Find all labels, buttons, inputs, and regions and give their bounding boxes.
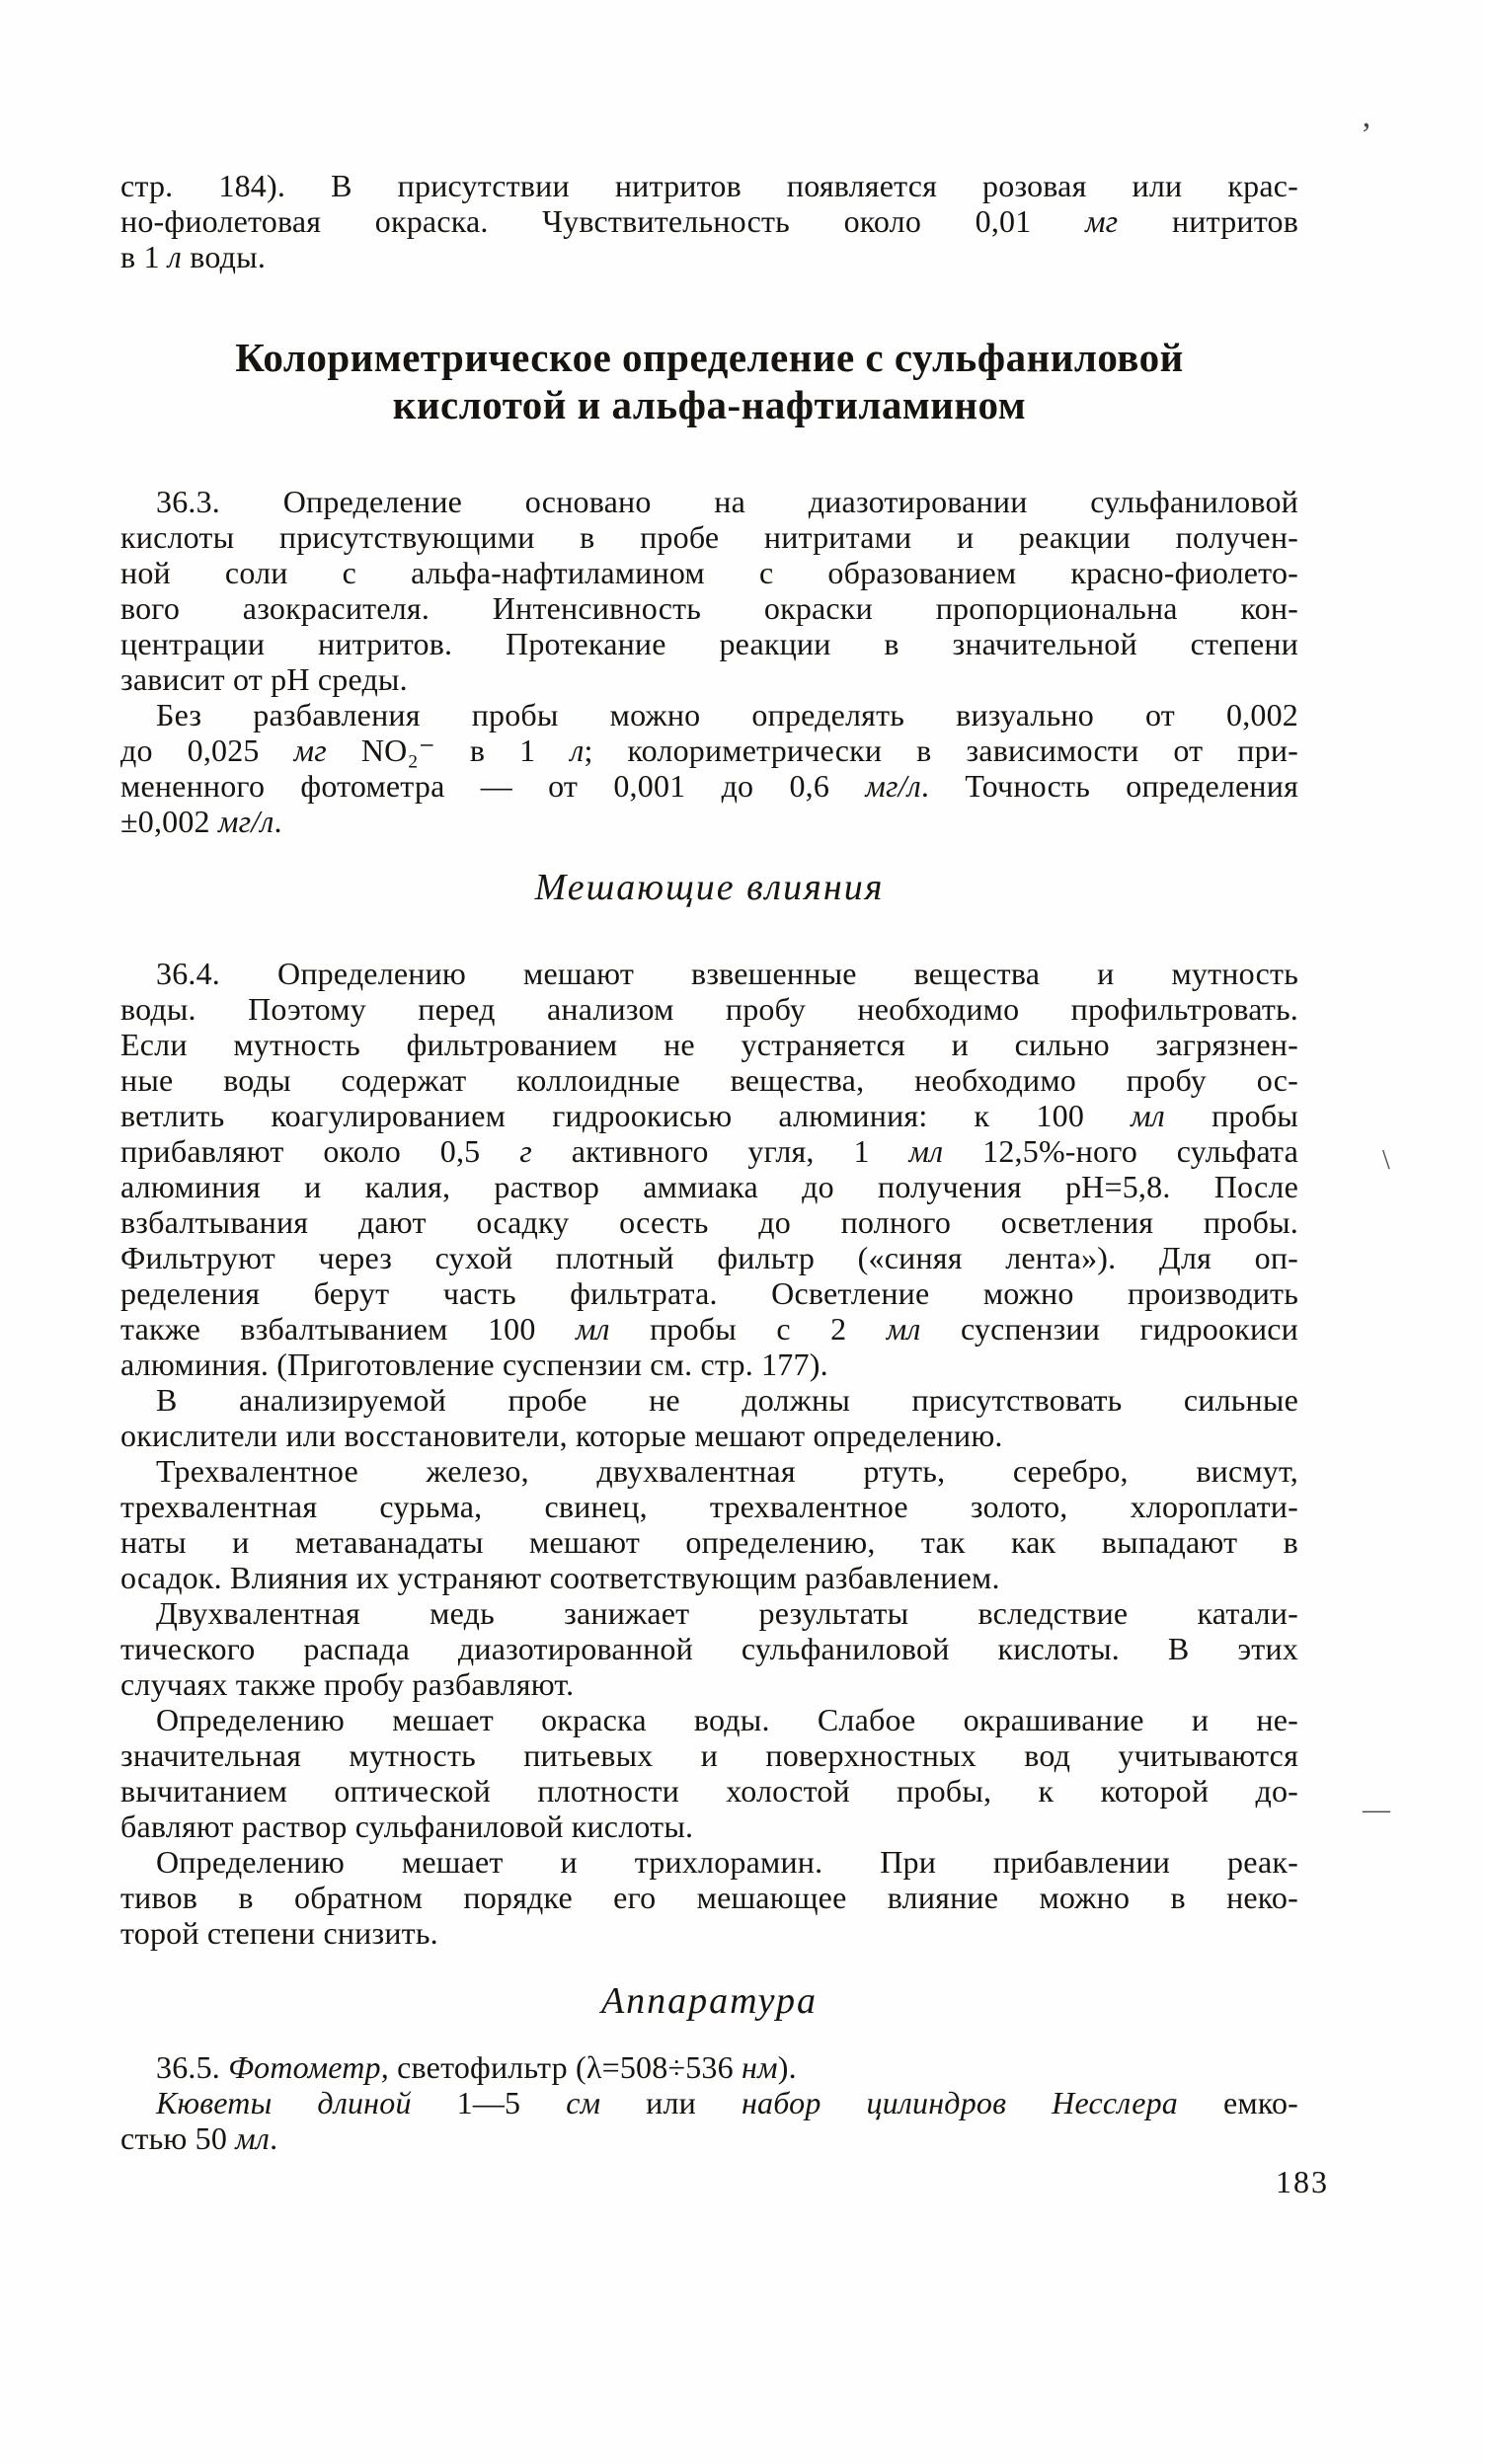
text-line <box>120 1453 1298 1489</box>
page-number: 183 <box>1276 2164 1329 2199</box>
text-line <box>120 519 1298 555</box>
paragraph <box>120 1382 1298 1453</box>
paragraph <box>120 1702 1298 1844</box>
text-run: вычитанием оптической плотности холостой пробы, к которой до- <box>120 1773 1298 1809</box>
text-run: . Точность определения <box>920 768 1298 804</box>
text-line <box>120 1631 1298 1666</box>
text-run: 12,5%-ного сульфата <box>943 1133 1298 1169</box>
text-run: стр. 184). В присутствии нитритов появляется розовая или крас- <box>120 168 1298 203</box>
text-run: ные воды содержат коллоидные вещества, необходимо пробу ос- <box>120 1062 1298 1098</box>
text-line <box>120 555 1298 590</box>
italic-text: л <box>167 239 183 274</box>
text-line <box>120 590 1298 626</box>
text-line <box>120 865 1298 910</box>
text-run: воды. Поэтому перед анализом пробу необходимо профильтровать. <box>120 991 1298 1027</box>
text-line <box>120 732 1298 768</box>
paragraph <box>120 2049 1298 2085</box>
text-line <box>120 1027 1298 1062</box>
text-line <box>120 1275 1298 1311</box>
text-line <box>120 1098 1298 1133</box>
text-run: значительная мутность питьевых и поверхностных вод учитываются <box>120 1737 1298 1773</box>
text-run: 36.5. <box>156 2049 229 2085</box>
text-line <box>120 2085 1298 2120</box>
ink-speck: — <box>1363 1795 1390 1825</box>
text-run: окислители или восстановители, которые мешают определению. <box>120 1418 1003 1453</box>
italic-text: г <box>519 1133 532 1169</box>
text-run: мененного фотометра — от 0,001 до 0,6 <box>120 768 866 804</box>
paragraph <box>120 956 1298 1382</box>
text-run: торой степени снизить. <box>120 1915 438 1951</box>
text-line <box>120 1844 1298 1880</box>
text-line <box>120 1595 1298 1631</box>
text-line <box>120 1915 1298 1951</box>
text-line <box>120 484 1298 519</box>
text-line <box>120 804 1298 839</box>
text-run: . <box>270 2120 278 2156</box>
italic-text: мл <box>1131 1098 1165 1133</box>
text-run: тического распада диазотированной сульфаниловой кислоты. В этих <box>120 1631 1298 1666</box>
text-run: 36.3. Определение основано на диазотировании сульфаниловой <box>156 484 1298 519</box>
text-line <box>120 2120 1298 2156</box>
text-run: активного угля, 1 <box>531 1133 909 1169</box>
text-line <box>120 626 1298 661</box>
text-run: также взбалтыванием 100 <box>120 1311 576 1347</box>
text-run: Без разбавления пробы можно определять визуально от 0,002 <box>156 697 1298 732</box>
text-line <box>120 1524 1298 1560</box>
text-run: пробы <box>1164 1098 1298 1133</box>
text-run: В анализируемой пробе не должны присутствовать сильные <box>156 1382 1298 1418</box>
text-run: стью 50 <box>120 2120 236 2156</box>
text-run: кислотой и альфа-нафтиламином <box>392 382 1027 427</box>
text-run: воды. <box>182 239 267 274</box>
text-line <box>120 1702 1298 1737</box>
italic-text: мг <box>293 732 327 768</box>
text-block <box>120 168 1298 2156</box>
text-run: емко- <box>1178 2085 1298 2120</box>
text-run: Мешающие влияния <box>534 867 885 908</box>
text-run: 36.4. Определению мешают взвешенные вещества и мутность <box>156 956 1298 991</box>
text-line <box>120 697 1298 732</box>
italic-text: мл <box>908 1133 944 1169</box>
ink-speck: \ <box>1382 1145 1390 1176</box>
text-run: Колориметрическое определение с сульфаниловой <box>235 335 1184 380</box>
text-line <box>120 239 1298 274</box>
text-run: осадок. Влияния их устраняют соответствующим разбавлением. <box>120 1560 1000 1595</box>
text-line <box>120 1204 1298 1240</box>
text-run: . <box>274 804 282 839</box>
text-run: но-фиолетовая окраска. Чувствительность около 0,01 <box>120 203 1086 239</box>
paragraph <box>120 168 1298 274</box>
italic-text: набор цилиндров Несслера <box>741 2085 1178 2120</box>
italic-text: л <box>570 732 585 768</box>
text-line <box>120 1418 1298 1453</box>
text-run: суспензии гидроокиси <box>920 1311 1298 1347</box>
text-run: или <box>600 2085 742 2120</box>
text-line <box>120 1240 1298 1275</box>
text-run: кислоты присутствующими в пробе нитритами и реакции получен- <box>120 519 1298 555</box>
text-line <box>120 1133 1298 1169</box>
text-run: алюминия и калия, раствор аммиака до получения pH=5,8. После <box>120 1169 1298 1204</box>
text-line <box>120 1666 1298 1702</box>
text-run: Если мутность фильтрованием не устраняется и сильно загрязнен- <box>120 1027 1298 1062</box>
section-heading <box>120 865 1298 910</box>
text-line <box>120 1737 1298 1773</box>
text-line <box>120 381 1298 428</box>
paragraph <box>120 1595 1298 1702</box>
paragraph <box>120 484 1298 697</box>
text-run: светофильтр (λ=508÷536 <box>388 2049 742 2085</box>
paragraph <box>120 697 1298 839</box>
text-line <box>120 1880 1298 1915</box>
text-run: 1—5 <box>411 2085 567 2120</box>
text-run: до 0,025 <box>120 732 294 768</box>
text-line <box>120 1809 1298 1844</box>
paragraph <box>120 1844 1298 1951</box>
text-run: зависит от pH среды. <box>120 661 408 697</box>
text-line <box>120 1311 1298 1347</box>
text-run: Определению мешает окраска воды. Слабое окрашивание и не- <box>156 1702 1298 1737</box>
text-line <box>120 2049 1298 2085</box>
italic-text: Кюветы длиной <box>156 2085 412 2120</box>
text-run: случаях также пробу разбавляют. <box>120 1666 575 1702</box>
text-line <box>120 1062 1298 1098</box>
text-run: Аппаратура <box>600 1980 819 2022</box>
text-line <box>120 991 1298 1027</box>
text-run: нитритов <box>1118 203 1298 239</box>
text-line <box>120 1560 1298 1595</box>
text-run: алюминия. (Приготовление суспензии см. стр. 177). <box>120 1347 828 1382</box>
text-run: наты и метаванадаты мешают определению, так как выпадают в <box>120 1524 1298 1560</box>
text-run: прибавляют около 0,5 <box>120 1133 520 1169</box>
text-run: ной соли с альфа-нафтиламином с образованием красно-фиолето- <box>120 555 1298 590</box>
section-heading <box>120 1978 1298 2024</box>
paragraph <box>120 1453 1298 1595</box>
text-line <box>120 203 1298 239</box>
text-line <box>120 1978 1298 2024</box>
text-line <box>120 1382 1298 1418</box>
text-run: ределения берут часть фильтрата. Осветление можно производить <box>120 1275 1298 1311</box>
text-line <box>120 1489 1298 1524</box>
text-line <box>120 168 1298 203</box>
text-run: взбалтывания дают осадку осесть до полного осветления пробы. <box>120 1204 1298 1240</box>
text-run: ±0,002 <box>120 804 218 839</box>
text-line <box>120 661 1298 697</box>
text-run: тивов в обратном порядке его мешающее влияние можно в неко- <box>120 1880 1298 1915</box>
text-run: Трехвалентное железо, двухвалентная ртуть, серебро, висмут, <box>156 1453 1298 1489</box>
text-run: ). <box>777 2049 797 2085</box>
italic-text: Фотометр, <box>228 2049 389 2085</box>
text-line <box>120 1773 1298 1809</box>
italic-text: мл <box>575 1311 610 1347</box>
text-run: NO₂⁻ в 1 <box>326 732 571 768</box>
italic-text: мг <box>1085 203 1119 239</box>
paragraph <box>120 2085 1298 2156</box>
text-run: Фильтруют через сухой плотный фильтр («синяя лента»). Для оп- <box>120 1240 1298 1275</box>
text-run: ветлить коагулированием гидроокисью алюминия: к 100 <box>120 1098 1132 1133</box>
text-run: центрации нитритов. Протекание реакции в значительной степени <box>120 626 1298 661</box>
text-line <box>120 1169 1298 1204</box>
text-run: вого азокрасителя. Интенсивность окраски пропорциональна кон- <box>120 590 1298 626</box>
text-run: в 1 <box>120 239 168 274</box>
italic-text: см <box>566 2085 601 2120</box>
text-run: Двухвалентная медь занижает результаты вследствие катали- <box>156 1595 1298 1631</box>
text-run: трехвалентная сурьма, свинец, трехвалентное золото, хлороплати- <box>120 1489 1298 1524</box>
italic-text: мл <box>886 1311 921 1347</box>
text-run: Определению мешает и трихлорамин. При прибавлении реак- <box>156 1844 1298 1880</box>
text-run: пробы с 2 <box>609 1311 887 1347</box>
italic-text: мг/л <box>865 768 921 804</box>
italic-text: мг/л <box>217 804 274 839</box>
chapter-title <box>120 334 1298 428</box>
ink-speck: ’ <box>1361 116 1372 153</box>
text-line <box>120 1347 1298 1382</box>
italic-text: нм <box>742 2049 778 2085</box>
text-run: бавляют раствор сульфаниловой кислоты. <box>120 1809 694 1844</box>
text-line <box>120 768 1298 804</box>
italic-text: мл <box>235 2120 271 2156</box>
text-run: ; колориметрически в зависимости от при- <box>584 732 1298 768</box>
text-line <box>120 956 1298 991</box>
text-line <box>120 334 1298 381</box>
